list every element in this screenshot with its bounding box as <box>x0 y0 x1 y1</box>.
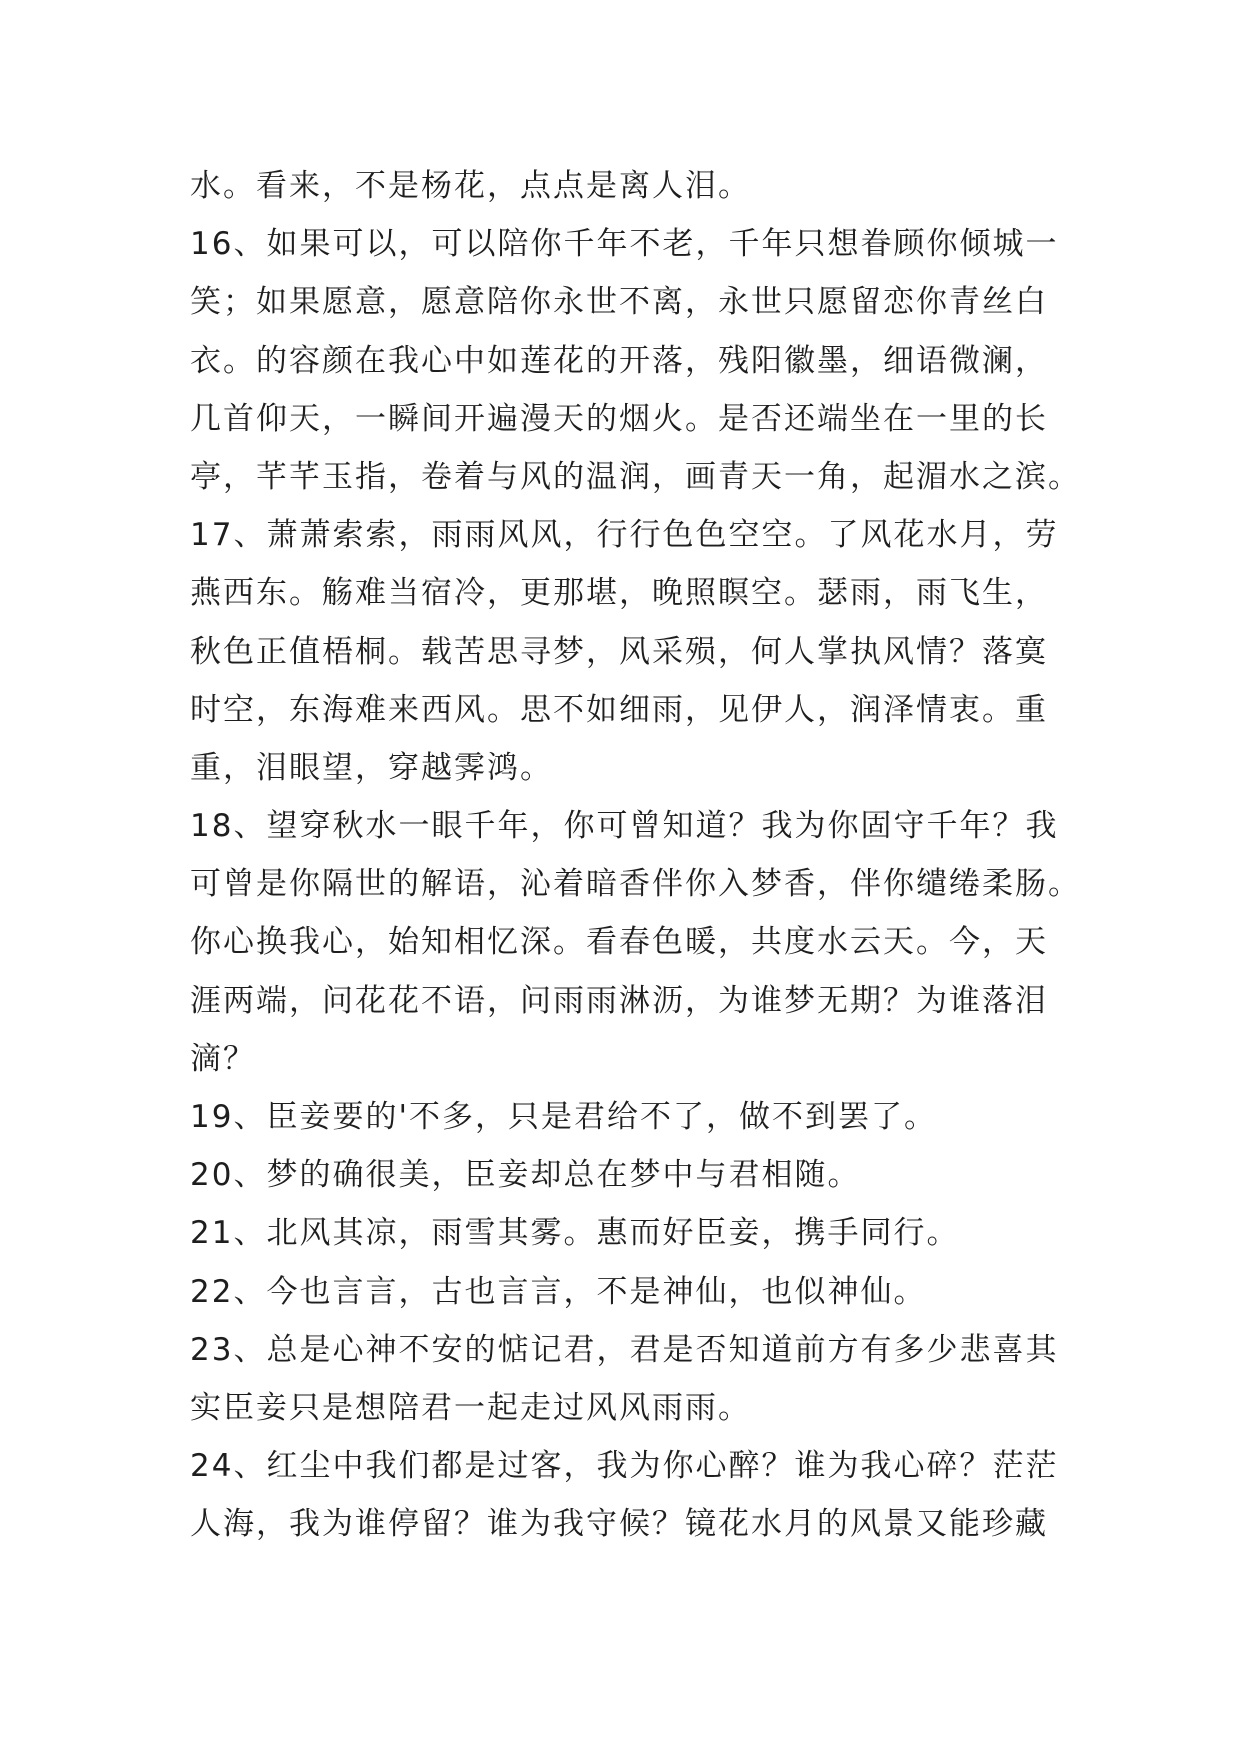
text-line: 18、望穿秋水一眼千年，你可曾知道？我为你固守千年？我 <box>190 808 1059 845</box>
text-line: 人海，我为谁停留？谁为我守候？镜花水月的风景又能珍藏 <box>190 1506 1048 1543</box>
text-line: 重，泪眼望，穿越霁鸿。 <box>190 749 553 786</box>
text-line: 21、北风其凉，雨雪其雾。惠而好臣妾，携手同行。 <box>190 1215 960 1252</box>
text-line: 20、梦的确很美，臣妾却总在梦中与君相随。 <box>190 1157 861 1194</box>
text-line: 时空，东海难来西风。思不如细雨，见伊人，润泽情衷。重 <box>190 691 1048 728</box>
text-line: 涯两端，问花花不语，问雨雨淋沥，为谁梦无期？为谁落泪 <box>190 982 1048 1019</box>
text-line: 几首仰天，一瞬间开遍漫天的烟火。是否还端坐在一里的长 <box>190 400 1048 437</box>
text-line: 你心换我心，始知相忆深。看春色暖，共度水云天。今，天 <box>190 924 1048 961</box>
text-line: 可曾是你隔世的解语，沁着暗香伴你入梦香，伴你缱绻柔肠。 <box>190 866 1081 903</box>
text-line: 衣。的容颜在我心中如莲花的开落，残阳徽墨，细语微澜， <box>190 342 1048 379</box>
text-line: 秋色正值梧桐。载苦思寻梦，风采殒，何人掌执风情？落寞 <box>190 633 1048 670</box>
text-line: 燕西东。觞难当宿冷，更那堪，晚照瞑空。瑟雨，雨飞生， <box>190 575 1048 612</box>
text-line: 亭，芊芊玉指，卷着与风的温润，画青天一角，起湄水之滨。 <box>190 458 1081 495</box>
text-line: 17、萧萧索索，雨雨风风，行行色色空空。了风花水月，劳 <box>190 517 1059 554</box>
text-line: 16、如果可以，可以陪你千年不老，千年只想眷顾你倾城一 <box>190 226 1059 263</box>
document-page <box>190 157 1081 1554</box>
text-line: 23、总是心神不安的惦记君，君是否知道前方有多少悲喜其 <box>190 1331 1059 1368</box>
text-line: 实臣妾只是想陪君一起走过风风雨雨。 <box>190 1389 751 1426</box>
text-line: 19、臣妾要的'不多，只是君给不了，做不到罢了。 <box>190 1099 937 1135</box>
text-line: 滴？ <box>190 1040 256 1077</box>
text-line: 笑；如果愿意，愿意陪你永世不离，永世只愿留恋你青丝白 <box>190 284 1048 321</box>
text-line: 22、今也言言，古也言言，不是神仙，也似神仙。 <box>190 1273 927 1310</box>
text-line: 水。看来，不是杨花，点点是离人泪。 <box>190 168 751 204</box>
text-line: 24、红尘中我们都是过客，我为你心醉？谁为我心碎？茫茫 <box>190 1448 1059 1485</box>
